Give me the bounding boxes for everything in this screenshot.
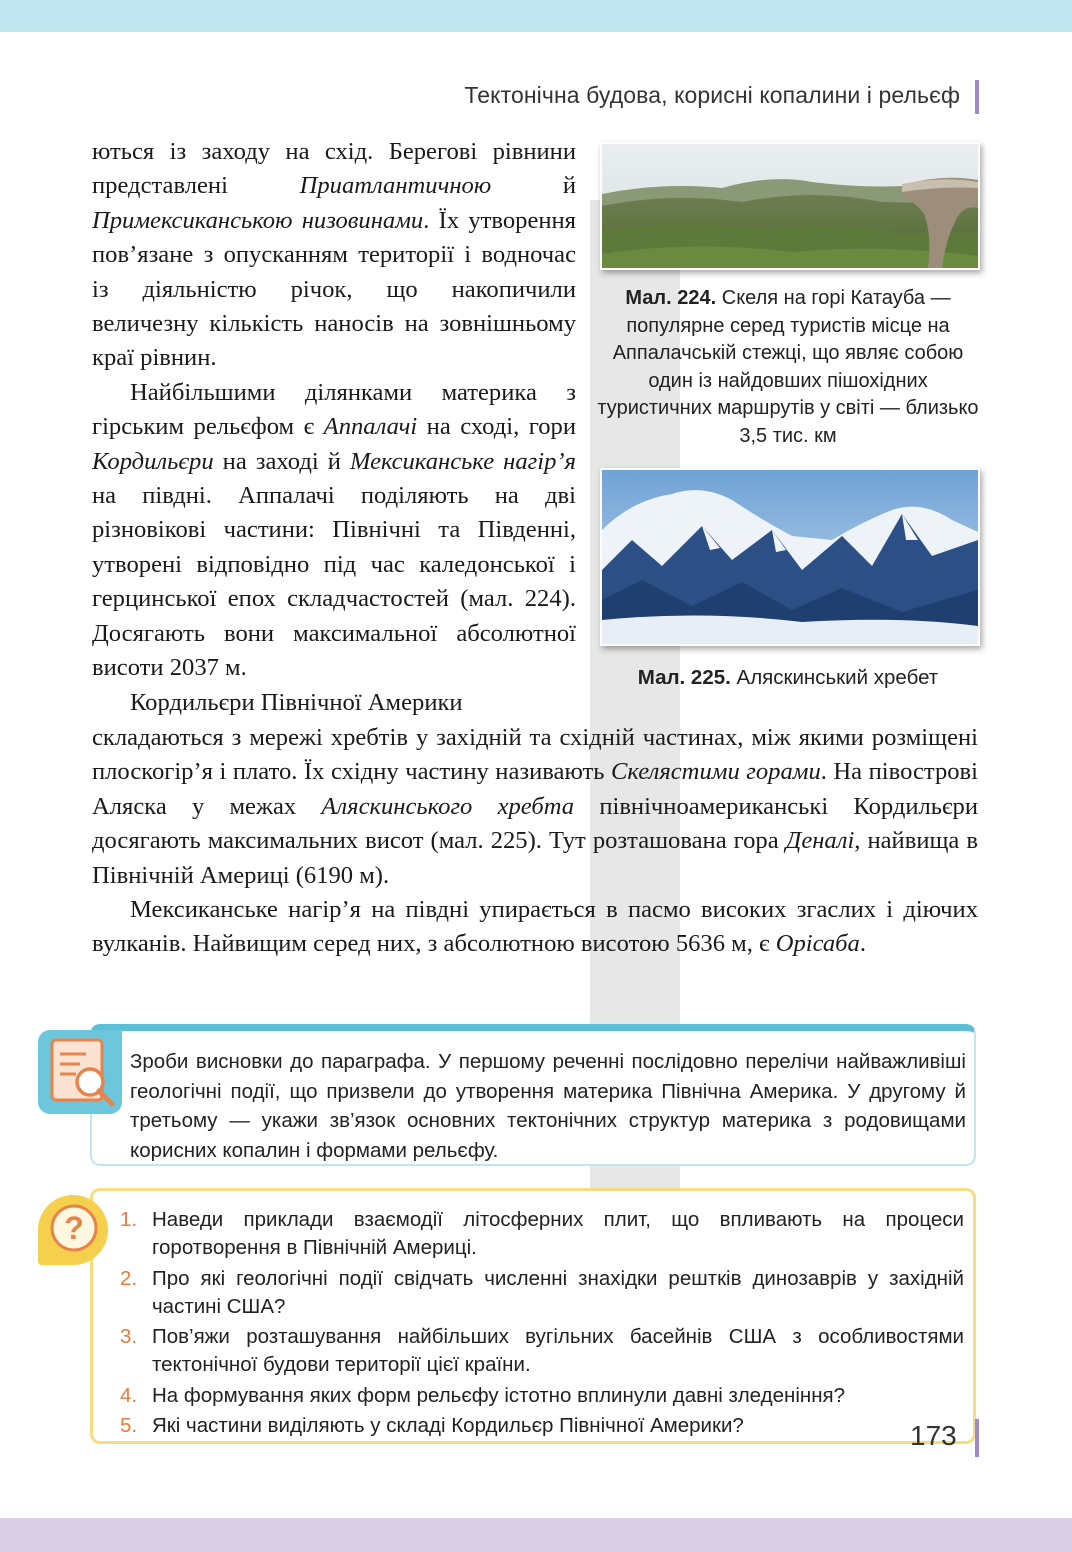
text-run: й (491, 172, 576, 200)
text-run: на півдні. Аппалачі поділяють на дві різновікові частини: Північні та Південні, утворені відповідно під час каледонської і герцинської епох складчастостей (мал. 224). Досягають вони максимальної абсолютної висоти 2037 м. (92, 482, 576, 682)
question-text: Які частини виділяють у складі Кордильєр Північної Америки? (152, 1414, 744, 1437)
question-item (120, 1382, 964, 1410)
italic-term: Орісаба (775, 930, 860, 958)
text-run: Мексиканське нагір’я на півдні упирається в пасмо високих згаслих і діючих вулканів. Найвищим серед них, з абсолютною висотою 5636 м, є (92, 896, 978, 958)
question-item (120, 1206, 964, 1262)
bottom-color-band (0, 1518, 1072, 1552)
paragraph-3-start: Кордильєри Північної Америки (130, 688, 463, 716)
text-run: на заході й (213, 447, 350, 475)
question-text: Про які геологічні події свідчать численні знахідки рештків динозаврів у західній частині США? (152, 1266, 964, 1318)
header-accent-bar (975, 80, 979, 114)
question-number: 1. (120, 1208, 138, 1231)
left-column-text (92, 135, 576, 720)
text-run: . Їх утворення пов’язане з опусканням території і водночас із діяльністю річок, що накопичили величезну кількість наносів на зовнішньому краї рівнин. (92, 206, 576, 372)
italic-term: Аляскинського хребта (321, 792, 575, 820)
full-width-text (92, 721, 978, 962)
figure-224-caption (592, 285, 984, 450)
text-run: . На півострові Аляска у межах (92, 758, 978, 820)
italic-term: Примексиканською низовинами (92, 206, 424, 234)
figure-225-photo (600, 468, 980, 646)
paragraph-1 (92, 135, 576, 376)
figure-224-label: Мал. 224. (625, 287, 717, 309)
italic-term: Скелястими горами (611, 758, 821, 786)
paragraph-2 (92, 376, 576, 686)
svg-text:?: ? (64, 1210, 84, 1246)
paragraph-3-rest (92, 721, 978, 893)
running-title: Тектонічна будова, корисні копалини і рельєф (464, 82, 960, 108)
question-number: 2. (120, 1266, 138, 1290)
text-run: Найбільшими ділянками материка з гірським рельєфом є (92, 378, 576, 441)
figure-225-label: Мал. 225. (637, 666, 731, 689)
figure-224-photo (600, 142, 980, 270)
question-bubble-icon (38, 1195, 108, 1265)
question-text: Наведи приклади взаємодії літосферних плит, що впливають на процеси горотворення в Північній Америці. (152, 1208, 964, 1259)
paragraph-4 (92, 893, 978, 962)
figure-224-caption-text: Скеля на горі Катауба — популярне серед туристів місце на Аппалачській стежці, що являє собою один із найдовших пішохідних туристичних маршрутів у світі — близько 3,5 тис. км (597, 287, 979, 447)
italic-term: Кордильєри (92, 447, 214, 475)
text-run: ються із заходу на схід. Берегові рівнини представлені (92, 138, 576, 200)
page-number: 173 (910, 1420, 957, 1451)
text-run: , найвища в Північній Америці (6190 м). (92, 827, 978, 889)
text-run: на сході, гори (417, 413, 576, 441)
question-number: 5. (120, 1414, 138, 1437)
document-magnifier-icon (38, 1030, 122, 1114)
question-item (120, 1412, 964, 1440)
figure-225-caption-text: Аляскинський хребет (730, 666, 939, 689)
question-text: Пов’яжи розташування найбільших вугільних басейнів США з особливостями тектонічної будови території цієї країни. (152, 1325, 964, 1376)
top-color-band (0, 0, 1072, 32)
text-run: складаються з мережі хребтів у західній та східній частинах, між якими розміщені плоскогір’я і плато. Їх східну частину називають (92, 724, 978, 786)
italic-term: Мексиканське нагір’я (349, 447, 576, 475)
italic-term: Аппалачі (323, 413, 418, 441)
question-item (120, 1323, 964, 1379)
question-number: 3. (120, 1325, 138, 1348)
text-run: північноамериканські Кордильєри досягають максимальних висот (мал. 225). Тут розташована гора (92, 792, 979, 855)
question-text: На формування яких форм рельєфу істотно вплинули давні зледеніння? (152, 1383, 846, 1407)
conclusion-text: Зроби висновки до параграфа. У першому реченні послідовно перелічи найважливіші геологічні події, що призвели до утворення материка Північна Америка. У другому й третьому — укажи зв’язок основних тектонічних структур материка з родовищами корисних копалин і формами рельєфу. (130, 1050, 966, 1162)
text-run: . (859, 930, 867, 958)
italic-term: Деналі (785, 827, 855, 855)
question-number: 4. (120, 1383, 138, 1407)
questions-list (120, 1206, 964, 1443)
question-item (120, 1265, 964, 1321)
figure-225-caption (592, 664, 984, 692)
italic-term: Приатлантичною (299, 172, 492, 200)
page-number-bar (975, 1419, 979, 1457)
